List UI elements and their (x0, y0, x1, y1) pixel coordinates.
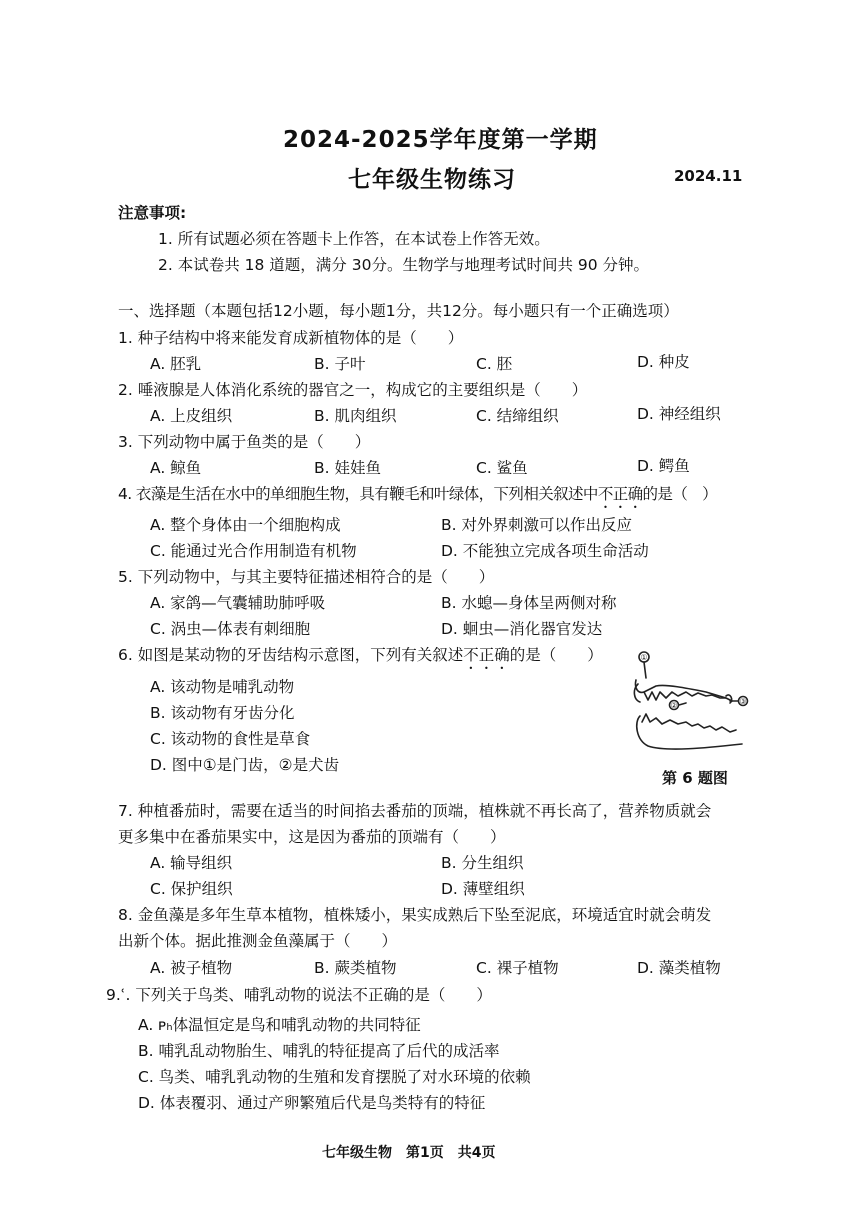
question-8-option-c: C. 裸子植物 (476, 959, 559, 977)
question-5-option-c: C. 涡虫—体表有刺细胞 (150, 620, 311, 638)
question-1-option-c: C. 胚 (476, 355, 513, 373)
label-2-text: ② (670, 701, 678, 710)
question-7-option-a: A. 输导组织 (150, 854, 233, 872)
question-8-option-a: A. 被子植物 (150, 959, 233, 977)
question-7-stem-line1: 7. 种植番茄时，需要在适当的时间掐去番茄的顶端，植株就不再长高了，营养物质就会 (118, 802, 712, 820)
question-9-option-b: B. 哺乳乱动物胎生、哺乳的特征提高了后代的成活率 (138, 1042, 500, 1060)
exam-title-line1: 2024-2025学年度第一学期 (283, 127, 598, 153)
question-7-option-c: C. 保护组织 (150, 880, 233, 898)
question-1-option-b: B. 子叶 (314, 355, 366, 373)
question-4-option-a: A. 整个身体由一个细胞构成 (150, 516, 341, 534)
question-6-stem: 6. 如图是某动物的牙齿结构示意图，下列有关叙述不正确的是（ ） (118, 646, 603, 664)
question-2-option-a: A. 上皮组织 (150, 407, 233, 425)
question-7-option-d: D. 薄壁组织 (441, 880, 525, 898)
question-6-option-d: D. 图中①是门齿，②是犬齿 (150, 756, 340, 774)
note-item-1: 1. 所有试题必须在答题卡上作答，在本试卷上作答无效。 (158, 230, 550, 248)
question-8-option-b: B. 蕨类植物 (314, 959, 397, 977)
question-3-option-c: C. 鲨鱼 (476, 459, 528, 477)
question-3-option-b: B. 娃娃鱼 (314, 459, 381, 477)
teeth-diagram (626, 648, 766, 758)
question-5-option-d: D. 蛔虫—消化器官发达 (441, 620, 603, 638)
note-item-2: 2. 本试卷共 18 道题，满分 30分。生物学与地理考试时间共 90 分钟。 (158, 256, 650, 274)
question-2-option-c: C. 结缔组织 (476, 407, 559, 425)
question-1-option-d: D. 种皮 (637, 353, 690, 371)
notes-heading: 注意事项: (118, 204, 187, 222)
question-9-option-c: C. 鸟类、哺乳乳动物的生殖和发育摆脱了对水环境的依赖 (138, 1068, 531, 1086)
question-1-option-a: A. 胚乳 (150, 355, 202, 373)
question-2-option-b: B. 肌肉组织 (314, 407, 397, 425)
exam-date: 2024.11 (674, 167, 743, 185)
label-3-text: ③ (739, 697, 747, 706)
question-3-option-a: A. 鲸鱼 (150, 459, 202, 477)
question-2-option-d: D. 神经组织 (637, 405, 721, 423)
question-5-stem: 5. 下列动物中，与其主要特征描述相符合的是（ ） (118, 568, 495, 586)
question-6-option-b: B. 该动物有牙齿分化 (150, 704, 295, 722)
page-footer: 七年级生物 第1页 共4页 (322, 1145, 496, 1161)
question-4-option-d: D. 不能独立完成各项生命活动 (441, 542, 649, 560)
question-9-option-a: A. ᴘₕ体温恒定是鸟和哺乳动物的共同特征 (138, 1016, 421, 1034)
question-2-stem: 2. 唾液腺是人体消化系统的器官之一，构成它的主要组织是（ ） (118, 381, 588, 399)
question-7-option-b: B. 分生组织 (441, 854, 524, 872)
figure-caption: 第 6 题图 (662, 769, 728, 787)
question-9-stem: 9.ʿ. 下列关于鸟类、哺乳动物的说法不正确的是（ ） (106, 986, 492, 1004)
question-4-stem: 4. 衣藻是生活在水中的单细胞生物，具有鞭毛和叶绿体，下列相关叙述中不正确的是（ ） (118, 485, 718, 503)
exam-title-line2: 七年级生物练习 (348, 167, 516, 193)
question-6-option-c: C. 该动物的食性是草食 (150, 730, 311, 748)
question-1-stem: 1. 种子结构中将来能发育成新植物体的是（ ） (118, 329, 464, 347)
question-5-option-a: A. 家鸽—气囊辅助肺呼吸 (150, 594, 326, 612)
question-4-option-c: C. 能通过光合作用制造有机物 (150, 542, 357, 560)
question-3-option-d: D. 鳄鱼 (637, 457, 690, 475)
question-9-option-d: D. 体表覆羽、通过产卵繁殖后代是鸟类特有的特征 (138, 1094, 486, 1112)
question-5-option-b: B. 水螅—身体呈两侧对称 (441, 594, 617, 612)
question-8-stem-line1: 8. 金鱼藻是多年生草本植物，植株矮小，果实成熟后下坠至泥底，环境适宜时就会萌发 (118, 906, 712, 924)
question-3-stem: 3. 下列动物中属于鱼类的是（ ） (118, 433, 371, 451)
label-1-text: ① (640, 653, 648, 662)
section-heading: 一、选择题（本题包括12小题，每小题1分，共12分。每小题只有一个正确选项） (118, 302, 679, 320)
question-8-option-d: D. 藻类植物 (637, 959, 721, 977)
question-7-stem-line2: 更多集中在番茄果实中，这是因为番茄的顶端有（ ） (118, 828, 506, 846)
question-6-option-a: A. 该动物是哺乳动物 (150, 678, 295, 696)
question-4-option-b: B. 对外界刺激可以作出反应 (441, 516, 632, 534)
question-8-stem-line2: 出新个体。据此推测金鱼藻属于（ ） (118, 932, 398, 950)
